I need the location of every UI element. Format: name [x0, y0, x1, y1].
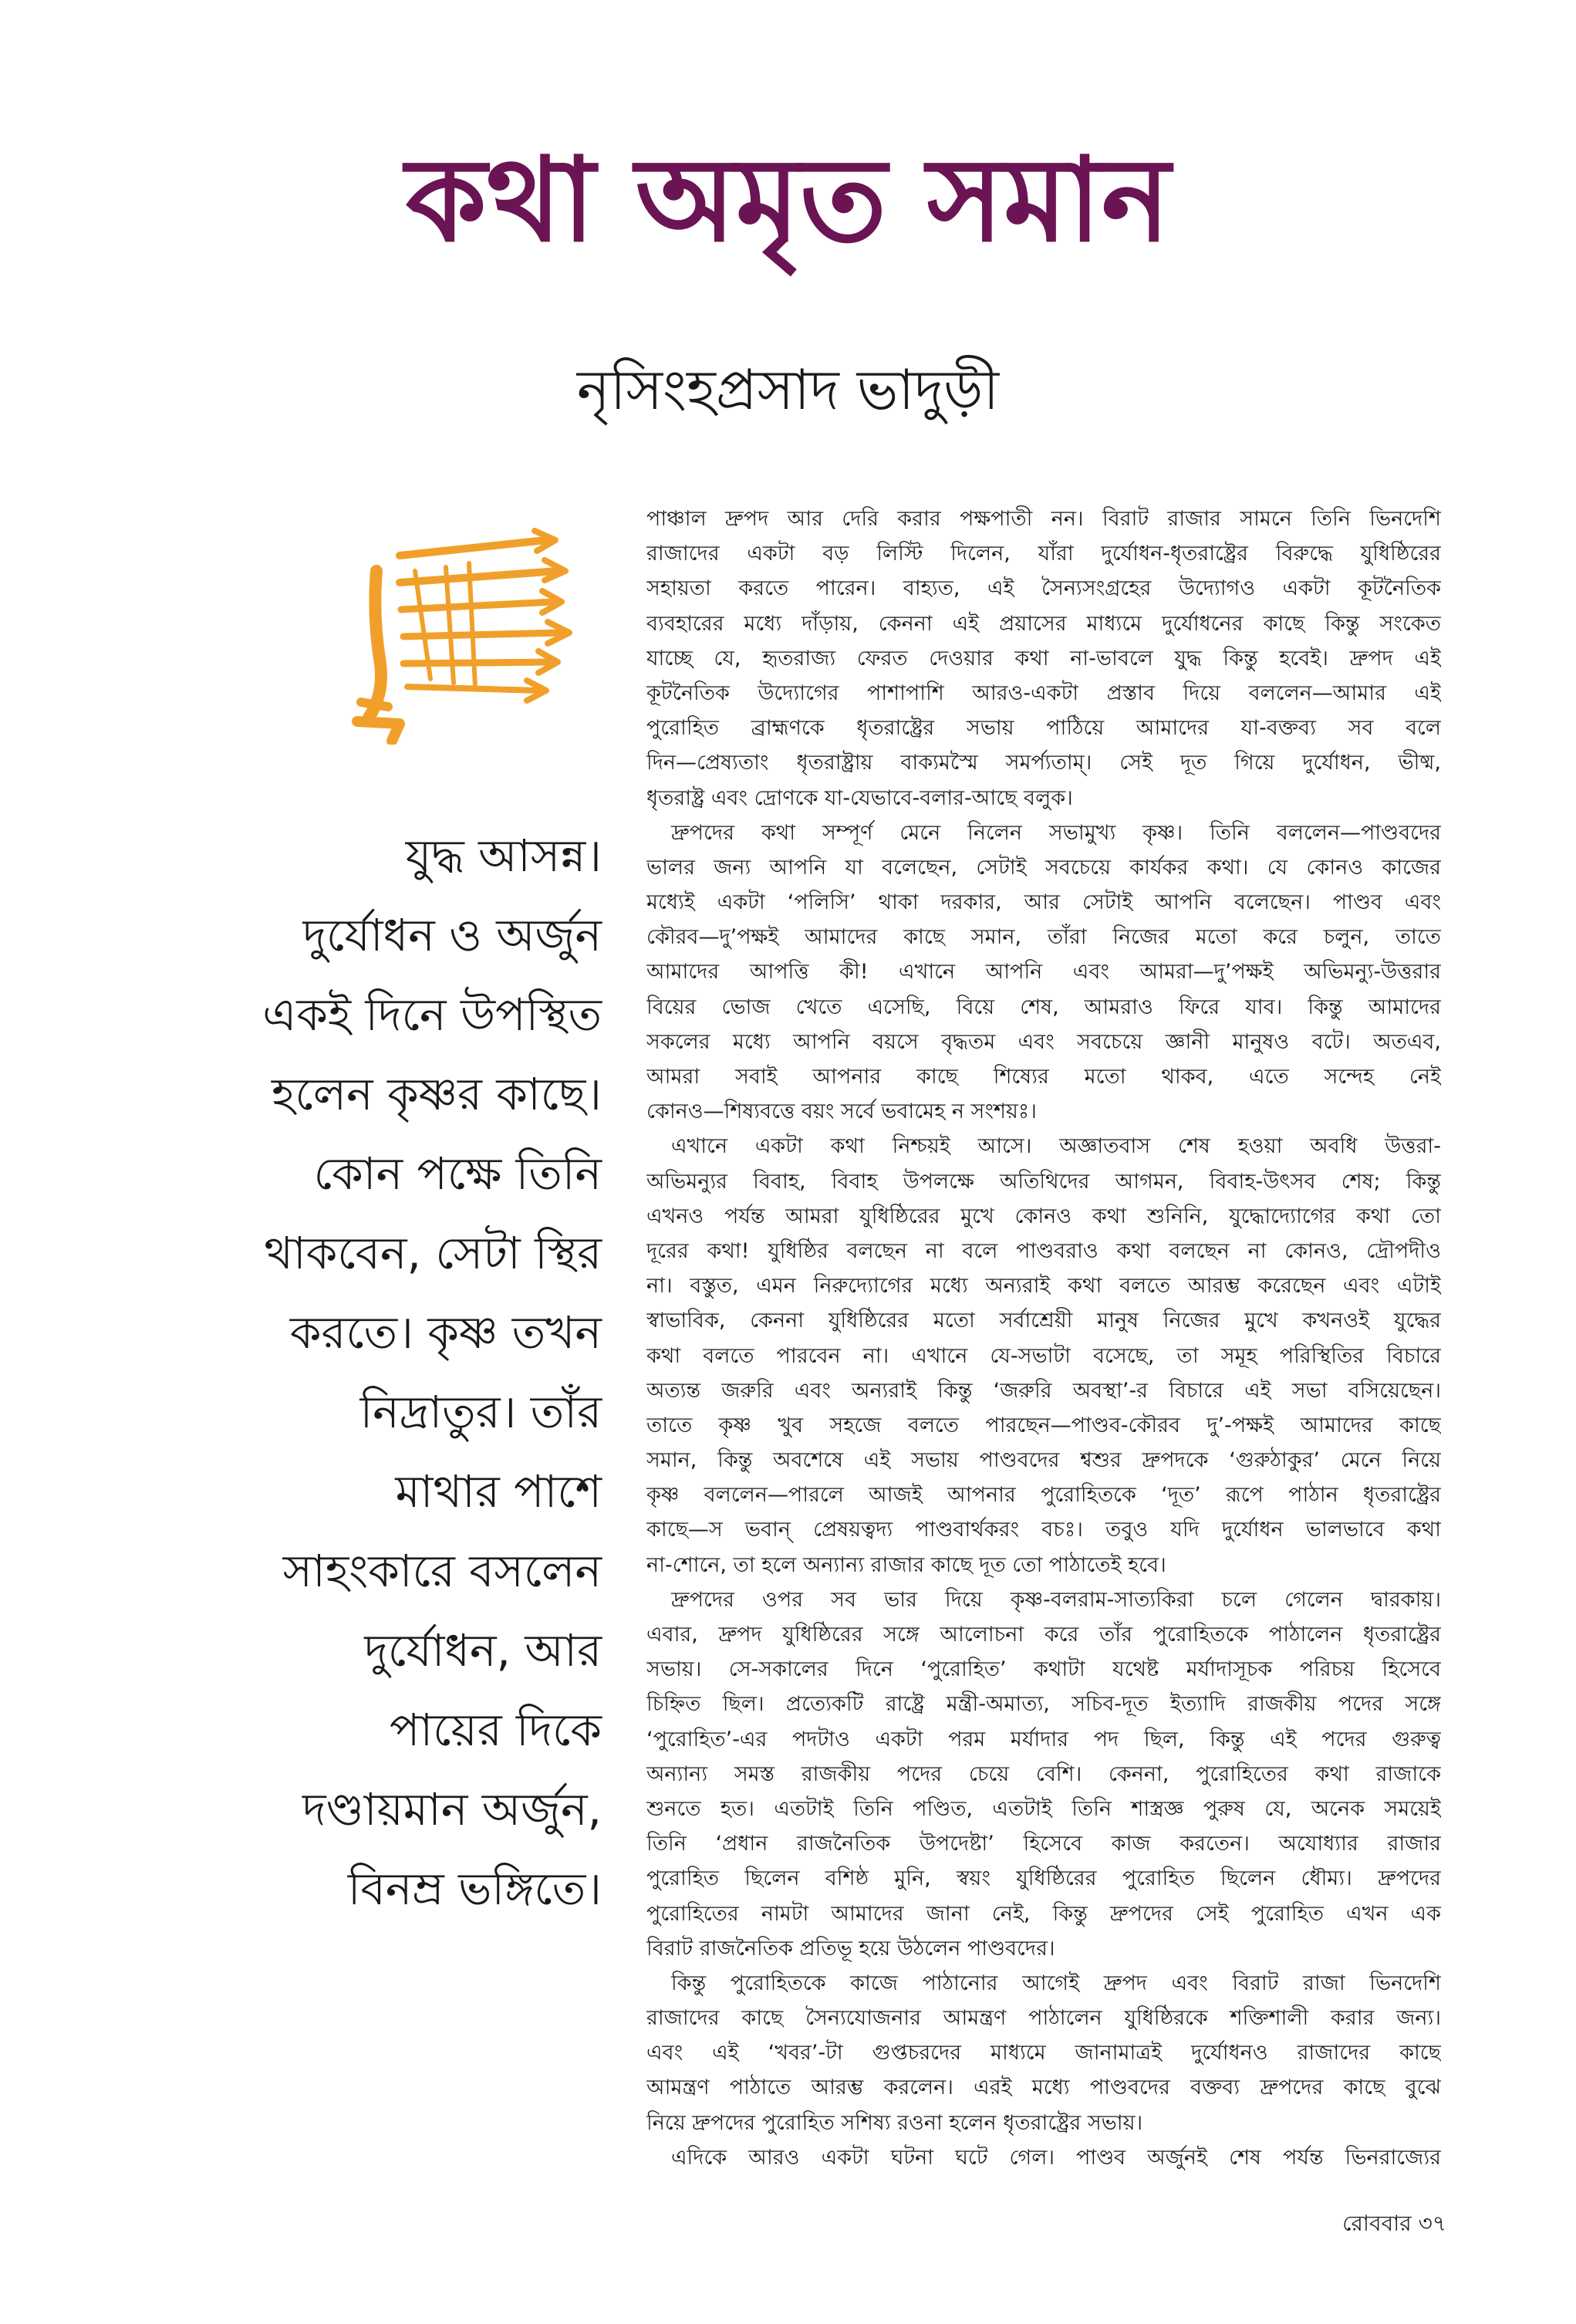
body-line: যাচ্ছে যে, হৃতরাজ্য ফেরত দেওয়ার কথা না-ভাবলে যুদ্ধ কিন্তু হবেই। দ্রুপদ এই	[646, 646, 1441, 671]
body-line: ভালর জন্য আপনি যা বলেছেন, সেটাই সবচেয়ে কার্যকর কথা। যে কোনও কাজের	[646, 855, 1441, 880]
body-line: মধ্যেই একটা ‘পলিসি’ থাকা দরকার, আর সেটাই আপনি বলেছেন। পাণ্ডব এবং	[646, 890, 1441, 915]
body-line: কোনও—শিষ্যবত্তে বয়ং সর্বে ভবামেহ ন সংশয়ঃ।	[646, 1100, 1037, 1124]
body-line: না। বস্তুত, এমন নিরুদ্যোগের মধ্যে অন্যরাই কথা বলতে আরম্ভ করেছেন এবং এটাই	[646, 1274, 1441, 1299]
body-line: বিয়ের ভোজ খেতে এসেছি, বিয়ে শেষ, আমরাও ফিরে যাব। কিন্তু আমাদের	[646, 995, 1441, 1019]
pull-quote-line: কোন পক্ষে তিনি	[313, 1147, 602, 1200]
page-footer: রোববার ৩৭	[1342, 2211, 1446, 2236]
pull-quote-line: হলেন কৃষ্ণর কাছে।	[272, 1068, 602, 1120]
body-line: সকলের মধ্যে আপনি বয়সে বৃদ্ধতম এবং সবচেয়ে জ্ঞানী মানুষও বটে। অতএব,	[646, 1029, 1441, 1054]
body-line: তাতে কৃষ্ণ খুব সহজে বলতে পারছেন—পাণ্ডব-কৌরব দু’-পক্ষই আমাদের কাছে	[646, 1413, 1441, 1437]
pull-quote-line: দুর্যোধন, আর	[364, 1624, 602, 1677]
body-line: পুরোহিত ব্রাহ্মণকে ধৃতরাষ্ট্রের সভায় পাঠিয়ে আমাদের যা-বক্তব্য সব বলে	[646, 716, 1441, 741]
body-line: দূরের কথা! যুধিষ্ঠির বলছেন না বলে পাণ্ডবরাও কথা বলছেন না কোনও, দ্রৌপদীও	[646, 1238, 1441, 1263]
body-line: পুরোহিত ছিলেন বশিষ্ঠ মুনি, স্বয়ং যুধিষ্ঠিরের পুরোহিত ছিলেন ধৌম্য। দ্রুপদের	[646, 1866, 1441, 1891]
body-line: চিহ্নিত ছিল। প্রত্যেকটি রাষ্ট্রে মন্ত্রী-অমাত্য, সচিব-দূত ইত্যাদি রাজকীয় পদের সঙ্গে	[646, 1692, 1441, 1717]
body-line: দ্রুপদের ওপর সব ভার দিয়ে কৃষ্ণ-বলরাম-সাত্যকিরা চলে গেলেন দ্বারকায়।	[671, 1587, 1441, 1612]
body-line: এদিকে আরও একটা ঘটনা ঘটে গেল। পাণ্ডব অর্জুনই শেষ পর্যন্ত ভিনরাজ্যের	[671, 2145, 1441, 2170]
pull-quote	[131, 816, 602, 1929]
body-line: রাজাদের কাছে সৈন্যযোজনার আমন্ত্রণ পাঠালেন যুধিষ্ঠিরকে শক্তিশালী করার জন্য।	[646, 2006, 1441, 2031]
body-line: কূটনৈতিক উদ্যোগের পাশাপাশি আরও-একটা প্রস্তাব দিয়ে বললেন—আমার এই	[646, 681, 1441, 705]
body-line: অভিমন্যুর বিবাহ, বিবাহ উপলক্ষে অতিথিদের আগমন, বিবাহ-উৎসব শেষ; কিন্তু	[646, 1169, 1441, 1194]
body-line: অন্যান্য সমস্ত রাজকীয় পদের চেয়ে বেশি। কেননা, পুরোহিতের কথা রাজাকে	[646, 1762, 1441, 1786]
arrows-quiver-icon	[346, 525, 577, 745]
body-line: রাজাদের একটা বড় লিস্টি দিলেন, যাঁরা দুর্যোধন-ধৃতরাষ্ট্রের বিরুদ্ধে যুধিষ্ঠিরের	[646, 542, 1441, 566]
body-line: না-শোনে, তা হলে অন্যান্য রাজার কাছে দূত তো পাঠাতেই হবে।	[646, 1552, 1166, 1577]
body-line: অত্যন্ত জরুরি এবং অন্যরাই কিন্তু ‘জরুরি অবস্থা’-র বিচারে এই সভা বসিয়েছেন।	[646, 1378, 1441, 1403]
pull-quote-line: নিদ্রাতুর। তাঁর	[359, 1386, 602, 1438]
article-title: কথা অমৃত সমান	[405, 133, 1171, 268]
body-line: সভায়। সে-সকালের দিনে ‘পুরোহিত’ কথাটা যথেষ্ট মর্যাদাসূচক পরিচয় হিসেবে	[646, 1657, 1441, 1682]
pull-quote-line: দুর্যোধন ও অর্জুন	[302, 909, 602, 961]
body-line: পাঞ্চাল দ্রুপদ আর দেরি করার পক্ষপাতী নন। বিরাট রাজার সামনে তিনি ভিনদেশি	[646, 507, 1441, 531]
pull-quote-line: করতে। কৃষ্ণ তখন	[289, 1306, 602, 1359]
body-line: নিয়ে দ্রুপদের পুরোহিত সশিষ্য রওনা হলেন ধৃতরাষ্ট্রের সভায়।	[646, 2110, 1143, 2135]
body-line: পুরোহিতের নামটা আমাদের জানা নেই, কিন্তু দ্রুপদের সেই পুরোহিত এখন এক	[646, 1901, 1441, 1926]
body-line: আমরা সবাই আপনার কাছে শিষ্যের মতো থাকব, এতে সন্দেহ নেই	[646, 1065, 1441, 1089]
pull-quote-line: বিনম্র ভঙ্গিতে।	[347, 1863, 602, 1915]
pull-quote-line: সাহংকারে বসলেন	[282, 1545, 602, 1597]
pull-quote-line: দণ্ডায়মান অর্জুন,	[302, 1783, 602, 1836]
body-line: সহায়তা করতে পারেন। বাহ্যত, এই সৈন্যসংগ্রহের উদ্যোগও একটা কূটনৈতিক	[646, 576, 1441, 601]
pull-quote-line: পায়ের দিকে	[390, 1704, 602, 1756]
body-line: এখনও পর্যন্ত আমরা যুধিষ্ঠিরের মুখে কোনও কথা শুনিনি, যুদ্ধোদ্যোগের কথা তো	[646, 1204, 1441, 1228]
body-line: এখানে একটা কথা নিশ্চয়ই আসে। অজ্ঞাতবাস শেষ হওয়া অবধি উত্তরা-	[671, 1134, 1441, 1159]
body-line: আমাদের আপত্তি কী! এখানে আপনি এবং আমরা—দু’পক্ষই অভিমন্যু-উত্তরার	[646, 960, 1441, 985]
body-line: ধৃতরাষ্ট্র এবং দ্রোণকে যা-যেভাবে-বলার-আছে বলুক।	[646, 785, 1073, 810]
pull-quote-line: একই দিনে উপস্থিত	[262, 988, 602, 1041]
body-line: কিন্তু পুরোহিতকে কাজে পাঠানোর আগেই দ্রুপদ এবং বিরাট রাজা ভিনদেশি	[671, 1971, 1441, 1995]
body-line: ব্যবহারের মধ্যে দাঁড়ায়, কেননা এই প্রয়াসের মাধ্যমে দুর্যোধনের কাছে কিন্তু সংকেত	[646, 611, 1441, 636]
body-line: শুনতে হত। এতটাই তিনি পণ্ডিত, এতটাই তিনি শাস্ত্রজ্ঞ পুরুষ যে, অনেক সময়েই	[646, 1796, 1441, 1821]
body-line: তিনি ‘প্রধান রাজনৈতিক উপদেষ্টা’ হিসেবে কাজ করতেন। অযোধ্যার রাজার	[646, 1832, 1441, 1856]
pull-quote-line: মাথার পাশে	[395, 1465, 602, 1518]
pull-quote-line: থাকবেন, সেটা স্থির	[264, 1227, 602, 1279]
body-line: কথা বলতে পারবেন না। এখানে যে-সভাটা বসেছে, তা সমূহ পরিস্থিতির বিচারে	[646, 1343, 1441, 1368]
body-line: কৃষ্ণ বললেন—পারলে আজই আপনার পুরোহিতকে ‘দূত’ রূপে পাঠান ধৃতরাষ্ট্রের	[646, 1483, 1441, 1508]
body-line: আমন্ত্রণ পাঠাতে আরম্ভ করলেন। এরই মধ্যে পাণ্ডবদের বক্তব্য দ্রুপদের কাছে বুঝে	[646, 2076, 1441, 2100]
body-line: দিন—প্রেষ্যতাং ধৃতরাষ্ট্রায় বাক্যমস্মৈ সমর্প্যতাম্‌। সেই দূত গিয়ে দুর্যোধন, ভীষ্ম,	[646, 751, 1441, 775]
body-line: স্বাভাবিক, কেননা যুধিষ্ঠিরের মতো সর্বাশ্রেয়ী মানুষ নিজের মুখে কখনওই যুদ্ধের	[646, 1309, 1441, 1333]
pull-quote-line: যুদ্ধ আসন্ন।	[405, 829, 602, 882]
article-body	[646, 502, 1441, 2175]
body-line: কাছে—স ভবান্‌ প্রেষয়ত্বদ্য পাণ্ডবার্থকরং বচঃ। তবুও যদি দুর্যোধন ভালভাবে কথা	[646, 1518, 1441, 1542]
body-line: এবার, দ্রুপদ যুধিষ্ঠিরের সঙ্গে আলোচনা করে তাঁর পুরোহিতকে পাঠালেন ধৃতরাষ্ট্রের	[646, 1623, 1441, 1647]
body-line: সমান, কিন্তু অবশেষে এই সভায় পাণ্ডবদের শ্বশুর দ্রুপদকে ‘গুরুঠাকুর’ মেনে নিয়ে	[646, 1448, 1441, 1473]
body-line: কৌরব—দু’পক্ষই আমাদের কাছে সমান, তাঁরা নিজের মতো করে চলুন, তাতে	[646, 925, 1441, 950]
body-line: বিরাট রাজনৈতিক প্রতিভূ হয়ে উঠলেন পাণ্ডবদের।	[646, 1936, 1055, 1961]
author-name: নৃসিংহপ্রসাদ ভাদুড়ী	[576, 357, 1000, 422]
body-line: ‘পুরোহিত’-এর পদটাও একটা পরম মর্যাদার পদ ছিল, কিন্তু এই পদের গুরুত্ব	[646, 1727, 1441, 1751]
body-line: এবং এই ‘খবর’-টা গুপ্তচরদের মাধ্যমে জানামাত্রই দুর্যোধনও রাজাদের কাছে	[646, 2041, 1441, 2066]
body-line: দ্রুপদের কথা সম্পূর্ণ মেনে নিলেন সভামুখ্য কৃষ্ণ। তিনি বললেন—পাণ্ডবদের	[671, 820, 1441, 845]
